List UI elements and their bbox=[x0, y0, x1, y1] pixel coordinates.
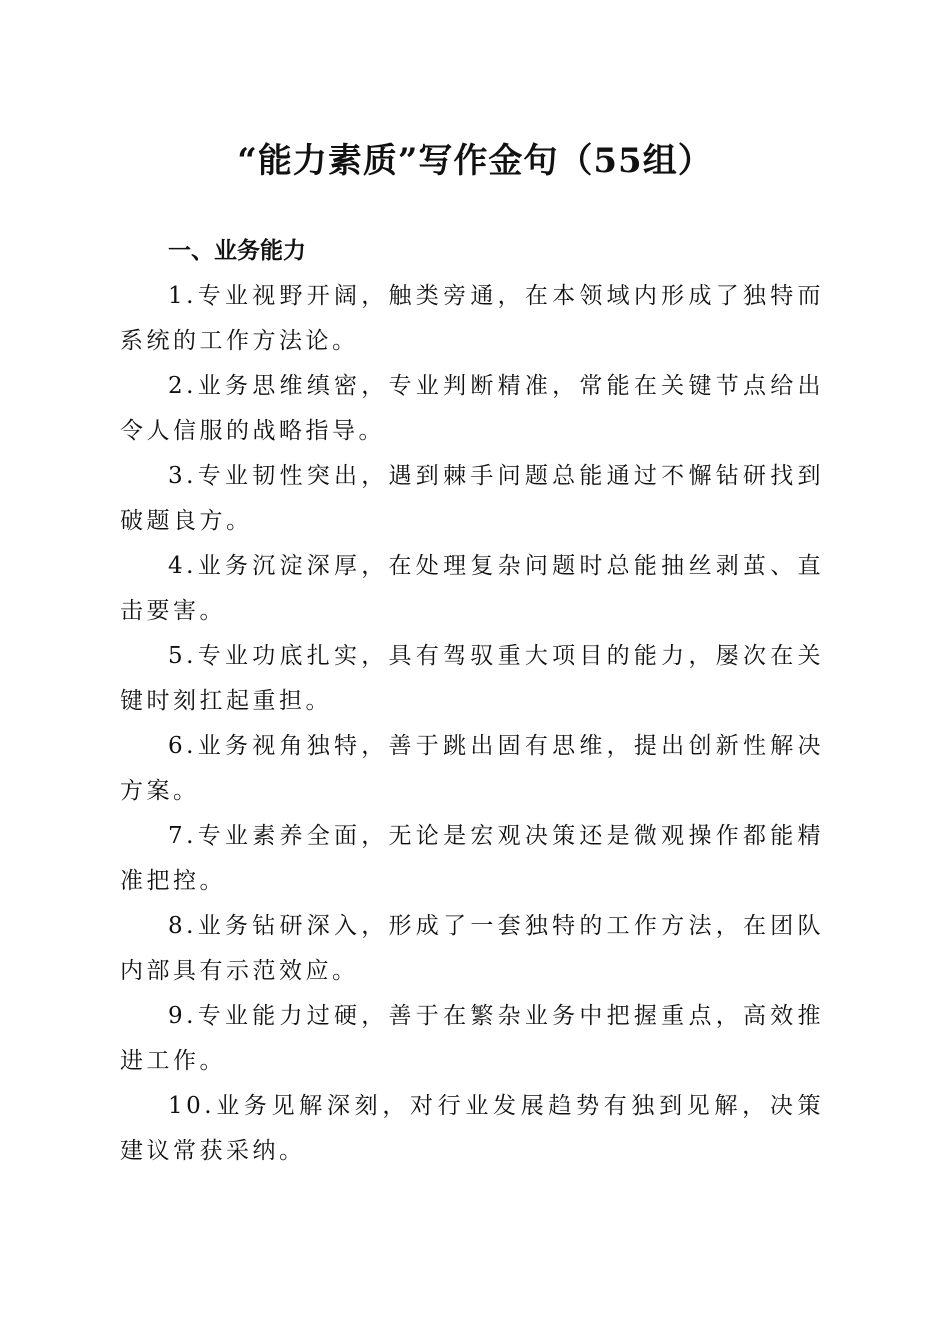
list-item: 5.专业功底扎实，具有驾驭重大项目的能力，屡次在关键时刻扛起重担。 bbox=[120, 643, 824, 714]
list-item: 4.业务沉淀深厚，在处理复杂问题时总能抽丝剥茧、直击要害。 bbox=[120, 553, 824, 624]
list-item: 7.专业素养全面，无论是宏观决策还是微观操作都能精准把控。 bbox=[120, 823, 824, 894]
document-body bbox=[120, 228, 824, 1174]
section-heading-business-ability: 一、业务能力 bbox=[168, 238, 306, 264]
list-item: 8.业务钻研深入，形成了一套独特的工作方法，在团队内部具有示范效应。 bbox=[120, 913, 824, 984]
document-title: “能力素质”写作金句（55组） bbox=[237, 141, 713, 181]
list-item: 1.专业视野开阔，触类旁通，在本领域内形成了独特而系统的工作方法论。 bbox=[120, 283, 824, 354]
list-item: 10.业务见解深刻，对行业发展趋势有独到见解，决策建议常获采纳。 bbox=[120, 1093, 824, 1164]
list-item: 9.专业能力过硬，善于在繁杂业务中把握重点，高效推进工作。 bbox=[120, 1003, 824, 1074]
list-item: 2.业务思维缜密，专业判断精准，常能在关键节点给出令人信服的战略指导。 bbox=[120, 373, 824, 444]
list-item: 3.专业韧性突出，遇到棘手问题总能通过不懈钻研找到破题良方。 bbox=[120, 463, 824, 534]
list-item: 6.业务视角独特，善于跳出固有思维，提出创新性解决方案。 bbox=[120, 733, 824, 804]
